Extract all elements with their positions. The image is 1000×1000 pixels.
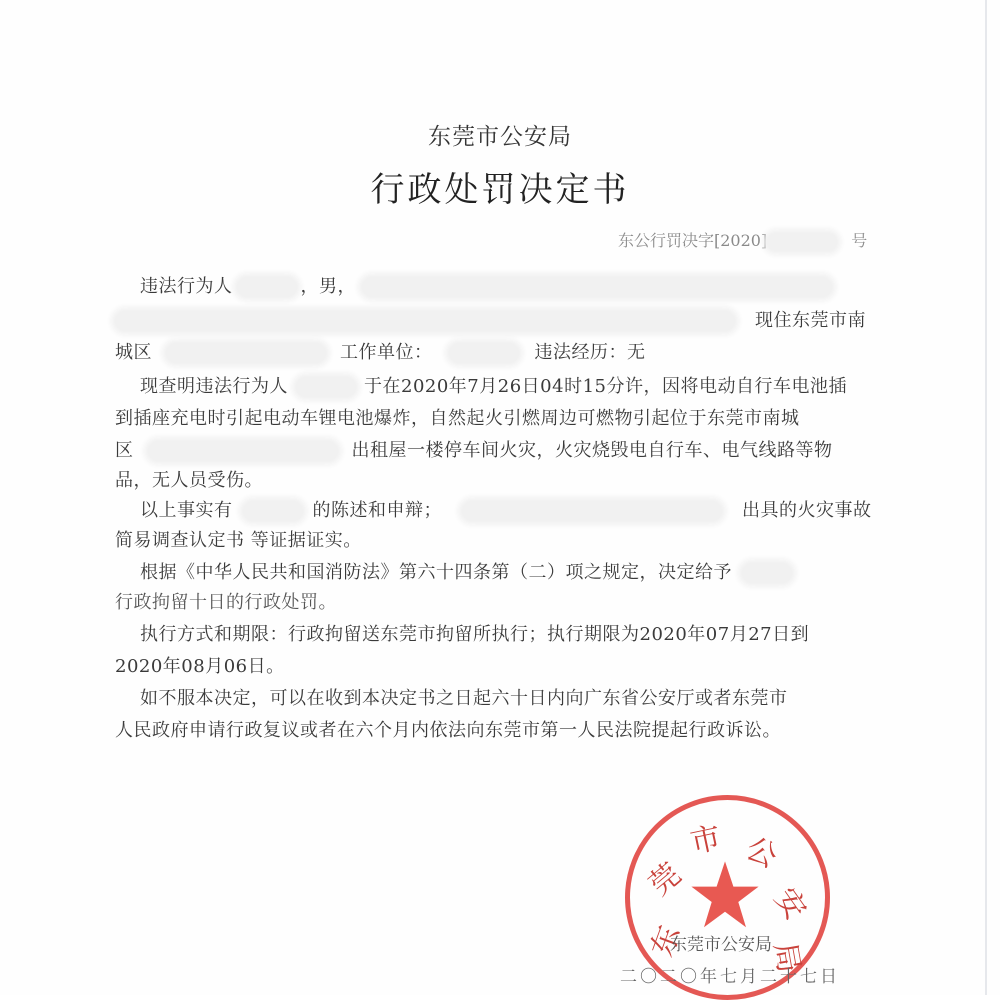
text: 于在2020年7月26日04时15分许，因将电动自行车电池插 (364, 376, 847, 397)
body-line (140, 272, 832, 298)
issuer-signature: 东莞市公安局 (670, 935, 772, 955)
doc-number-prefix: 东公行罚决字[2020] (618, 231, 768, 250)
redacted-block (449, 343, 519, 363)
seal-char: 安 (767, 881, 814, 927)
redacted-block (296, 377, 356, 397)
body-line: 到插座充电时引起电动车锂电池爆炸，自然起火引燃周边可燃物引起位于东莞市南城 (115, 408, 800, 429)
text: 城区 (115, 342, 152, 363)
redacted-block (767, 233, 837, 251)
doc-number-suffix: 号 (851, 231, 868, 250)
seal-char: 公 (740, 830, 783, 876)
text: 的陈述和申辩； (312, 500, 442, 521)
redacted-block (362, 277, 832, 297)
text: 出具的火灾事故 (742, 500, 872, 521)
redacted-block (115, 311, 735, 331)
body-line: 如不服本决定，可以在收到本决定书之日起六十日内向广东省公安厅或者东莞市 (140, 688, 788, 709)
redacted-block (742, 563, 792, 583)
seal-char: 东 (644, 921, 688, 962)
text: 出租屋一楼停车间火灾，火灾烧毁电自行车、电气线路等物 (351, 440, 833, 461)
text: ，男， (300, 276, 356, 297)
text: 现查明违法行为人 (140, 376, 288, 397)
body-line (140, 558, 792, 584)
body-line (115, 306, 866, 332)
text: 违法经历：无 (534, 342, 646, 363)
issuing-agency: 东莞市公安局 (428, 124, 572, 150)
redacted-block (148, 441, 338, 461)
body-line: 行政拘留十日的行政处罚。 (115, 592, 337, 613)
body-line (140, 372, 847, 398)
seal-char: 莞 (642, 856, 688, 903)
redacted-block (462, 501, 722, 521)
document-number (618, 228, 867, 251)
redacted-block (166, 343, 326, 363)
text: 违法行为人 (140, 276, 233, 297)
redacted-block (237, 277, 297, 297)
seal-char: 市 (687, 820, 725, 861)
issue-date: 二〇二〇年七月二十七日 (620, 967, 840, 987)
body-line (115, 338, 646, 364)
body-line (115, 436, 833, 462)
body-line: 执行方式和期限：行政拘留送东莞市拘留所执行；执行期限为2020年07月27日到 (140, 624, 810, 645)
text: 以上事实有 (140, 500, 233, 521)
redacted-block (243, 501, 303, 521)
text: 区 (115, 440, 134, 461)
body-line: 人民政府申请行政复议或者在六个月内依法向东莞市第一人民法院提起行政诉讼。 (115, 720, 781, 741)
document-title: 行政处罚决定书 (370, 170, 630, 210)
body-line: 品，无人员受伤。 (115, 470, 263, 491)
text: 根据《中华人民共和国消防法》第六十四条第（二）项之规定，决定给予 (140, 562, 732, 583)
seal-char: 局 (766, 939, 807, 976)
text: 现住东莞市南 (755, 310, 866, 331)
text: 工作单位： (340, 342, 433, 363)
body-line (140, 496, 872, 522)
star-icon (690, 860, 760, 930)
body-line: 简易调查认定书 等证据证实。 (115, 530, 362, 551)
body-line: 2020年08月06日。 (115, 656, 285, 677)
